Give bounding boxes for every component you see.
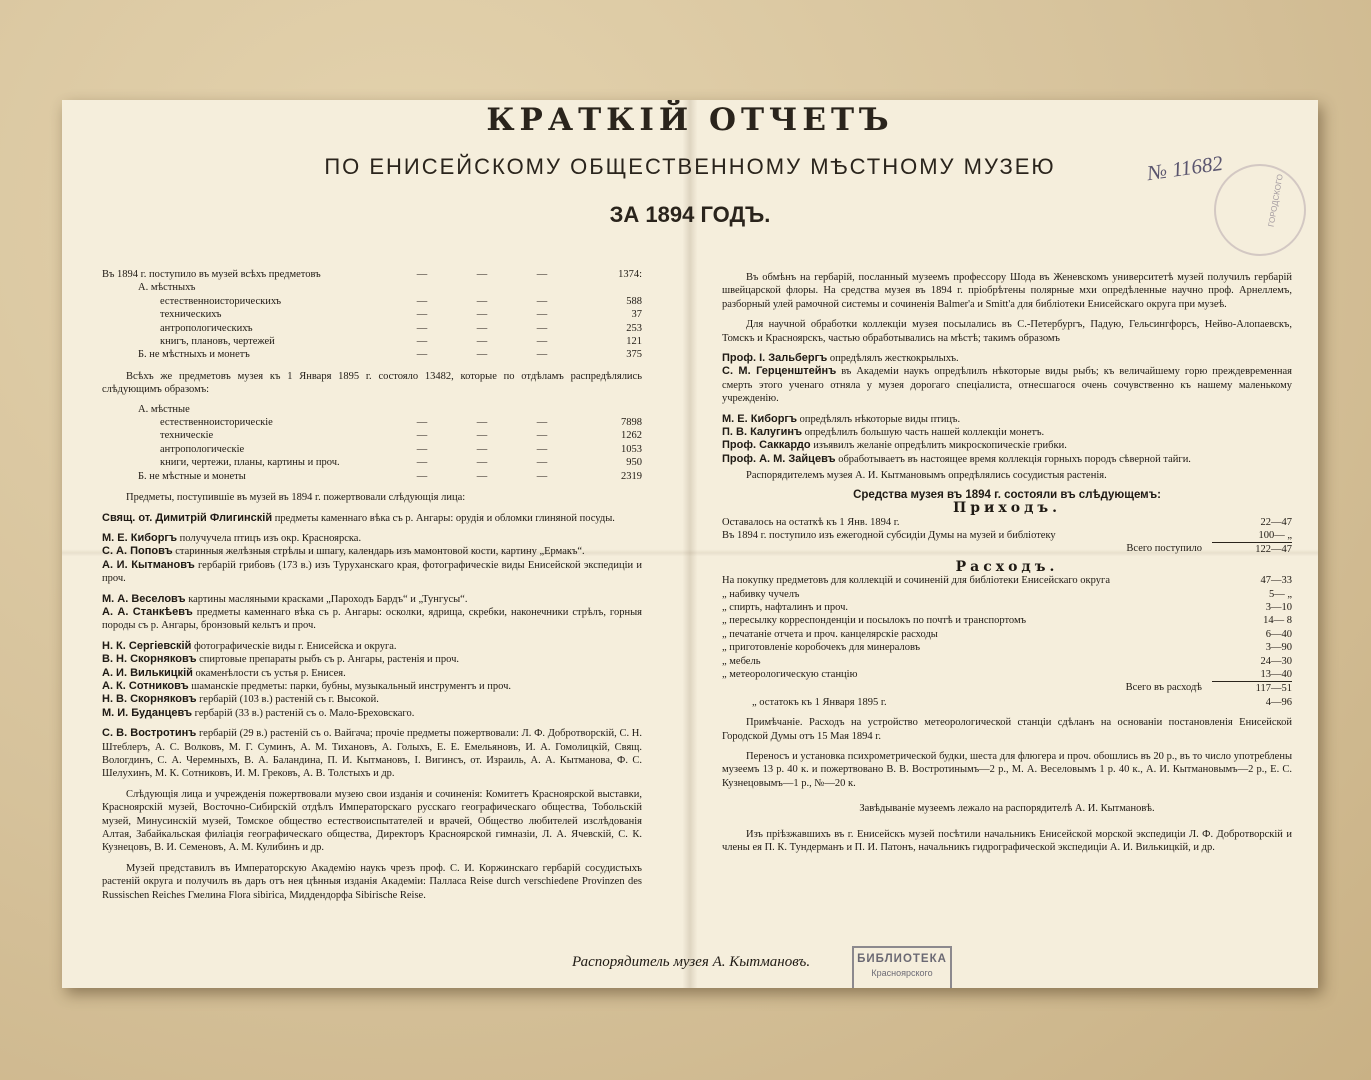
donor-entry: А. К. Сотниковъ шаманскіе предметы: парки, бубны, музыкальный инструментъ и проч. — [102, 679, 512, 692]
donor-entry: М. А. Веселовъ картины масляными красками „Пароходъ Бардъ“ и „Тунгусы“. — [102, 592, 468, 605]
scientist-entry: Проф. Саккардо изъявилъ желаніе опредѣлить микроскопическіе грибки. — [722, 439, 1067, 452]
donor-first: Свящ. от. Димитрій Флигинскій предметы каменнаго вѣка съ р. Ангары: орудія и обломки глиняной посуды. — [102, 511, 615, 524]
donor-group-3 — [102, 640, 642, 720]
scientist-entry: Проф. І. Зальбергъ опредѣлялъ жесткокрылыхъ. — [722, 352, 959, 365]
holdings-group-b: Б. не мѣстные и монеты — — — 2319 — [138, 470, 642, 482]
expense-row: „ пересылку корреспонденціи и посылокъ по почтѣ и транспортомъ 14— 8 — [722, 615, 1292, 627]
scientists-group-1 — [722, 352, 1292, 406]
inventory-number: № 11682 — [1145, 150, 1225, 186]
scientist-entry: С. М. Герценштейнъ въ Академіи наукъ опредѣлилъ нѣкоторые виды рыбъ; къ величайшему горю преждевременная смерть этого ученаго отняла у музея дорогаго спеціалиста, отнесшагося очень сочувственно къ нашему маленькому учрежденію. — [722, 365, 1292, 405]
donor-entry: М. Е. Киборгъ получучела птицъ изъ окр. Красноярска. — [102, 531, 362, 544]
document-subtitle: ПО ЕНИСЕЙСКОМУ ОБЩЕСТВЕННОМУ МѢСТНОМУ МУЗЕЮ — [324, 154, 1056, 179]
scientists-group-2 — [722, 413, 1292, 467]
expense-title: Расходъ. — [955, 558, 1059, 575]
signature: Распорядитель музея А. Кытмановъ. — [572, 954, 811, 970]
transfer-paragraph: Переносъ и установка психрометрической будки, шеста для флюгера и проч. обошлись въ 20 р., въ то число употреблены музеемъ 13 р. 40 к. и пожертвовано В. В. Востротинымъ—2 р., М. А. Веселовымъ 1 р. 40 к., А. И. Кытмановымъ—2 р., Е. С. Кузнецовымъ—1 р., №—20 к. — [722, 751, 1292, 789]
received-row: естественноисторическихъ — — — 588 — [160, 295, 642, 307]
document-title: КРАТКІЙ ОТЧЕТЪ — [486, 102, 894, 138]
donor-entry: С. А. Поповъ старинныя желѣзныя стрѣлы и шпагу, календарь изъ мамонтовой кости, картину „Ермакъ“. — [102, 545, 585, 558]
scientist-entry: Проф. А. М. Зайцевъ обработываетъ въ настоящее время коллекція горныхъ породъ сѣверной тайги. — [722, 452, 1191, 465]
holdings-group-a: А. мѣстные — [138, 403, 190, 415]
donor-group-1 — [102, 532, 642, 586]
document-year: ЗА 1894 ГОДЪ. — [609, 202, 771, 227]
academy-paragraph: Музей представилъ въ Императорскую Академію наукъ чрезъ проф. С. И. Коржинскаго гербарій сосудистыхъ растеній округа и получилъ въ даръ отъ нея цѣнныя изданія Академіи: Палласа Reise durch verschiedene Provinzen des Russischen Reiches Гмелина Flora sibirica, Миддендорфа Sibirische Reise. — [102, 862, 642, 901]
expense-row: „ печатаніе отчета и проч. канцелярскіе расходы 6—40 — [722, 628, 1292, 640]
income-title: Приходъ. — [952, 500, 1062, 517]
income-row: Оставалось на остаткѣ къ 1 Янв. 1894 г. 22—47 — [722, 516, 1292, 528]
received-row: книгъ, плановъ, чертежей — — — 121 — [160, 336, 642, 348]
expense-row: „ метеорологическую станцію 13—40 — [722, 668, 1292, 680]
document-sheet — [62, 100, 1318, 988]
donor-vostrotin: С. В. Востротинъ гербарій (29 в.) растеній съ о. Вайгача; прочіе предметы пожертвовали: Л. Ф. Добротворскій, С. Н. Штеблеръ, А. С. Волковъ, М. Г. Суминъ, А. М. Тихановъ, А. Голыхъ, Е. Е. Емельяновъ, И. А. Гомолицкій, Свящ. Вологдинъ, С. А. Черемныхъ, В. А. Баландина, П. И. Кытмановъ, І. Вигинсъ, от. Израиль, А. А. Кытманова, Ф. С. Шелухинъ, М. К. Сотниковъ, И. М. Грековъ, А. В. Толстыхъ и др. — [102, 727, 643, 780]
institutions-paragraph: Слѣдующія лица и учрежденія пожертвовали музею свои изданія и сочиненія: Комитетъ Красноярской выставки, Красноярскій музей, Восточно-Сибирскій отдѣлъ Императорскаго русскаго географическаго общества, Тобольскій музей, Минусинскій музей, Томское общество естествоиспытателей и врачей, Общество любителей изслѣдованія Алтая, Забайкальская филіація географическаго общества, Директоръ Красноярской гимназіи, Л. А. Ячевскій, С. К. Кузнецовъ, В. И. Семеновъ, А. М. Кулибинъ и др. — [102, 788, 642, 854]
donor-entry: А. И. Кытмановъ гербарій грибовъ (173 в.) изъ Туруханскаго края, фотографическіе виды Енисейской экспедиціи и проч. — [102, 558, 642, 585]
round-stamp: ГОРОДСКОГО — [1214, 164, 1306, 256]
donor-entry: Н. В. Скорняковъ гербарій (103 в.) растеній съ г. Высокой. — [102, 693, 379, 706]
scientist-entry: П. В. Калугинъ опредѣлилъ большую часть нашей коллекціи монетъ. — [722, 426, 1045, 439]
expense-row: „ мебель 24—30 — [722, 655, 1292, 667]
library-stamp: БИБЛИОТЕКА Красноярского — [852, 946, 952, 988]
income-table — [722, 516, 1292, 543]
donor-entry: М. И. Буданцевъ гербарій (33 в.) растеній съ о. Мало-Бреховскаго. — [102, 706, 415, 719]
income-total-row: Всего поступило 122—47 — [1126, 543, 1292, 556]
expense-row: „ спирть, нафталинъ и проч. 3—10 — [722, 601, 1292, 613]
donors-intro: Предметы, поступившіе въ музей въ 1894 г. пожертвовали слѣдующія лица: — [126, 492, 466, 504]
expense-total-row: Всего въ расходѣ 117—51 — [1125, 682, 1292, 695]
scientist-entry: М. Е. Киборгъ опредѣлялъ нѣкоторые виды птицъ. — [722, 412, 961, 425]
right-column — [722, 268, 1292, 854]
received-row: техническихъ — — — 37 — [160, 309, 642, 321]
holdings-row: книги, чертежи, планы, картины и проч. — — — 950 — [160, 457, 642, 469]
funds-title: Средства музея въ 1894 г. состояли въ слѣдующемъ: — [853, 488, 1161, 501]
income-row: Въ 1894 г. поступило изъ ежегодной субсидіи Думы на музей и библіотеку 100— „ — [722, 529, 1292, 541]
expense-table — [722, 574, 1292, 681]
received-row: антропологическихъ — — — 253 — [160, 322, 642, 334]
holdings-intro: Всѣхъ же предметовъ музея къ 1 Января 1895 г. состояло 13482, которые по отдѣламъ распредѣлялись слѣдующимъ образомъ: — [102, 370, 642, 396]
received-total-row: Въ 1894 г. поступило въ музей всѣхъ предметовъ — — — 1374: — [102, 269, 642, 280]
processing-paragraph: Для научной обработки коллекціи музея посылались въ С.-Петербургъ, Падую, Гельсингфорсъ, Нейво-Алопаевскъ, Томскъ и Красноярскъ, частью обработывались на мѣстѣ; такимъ образомъ — [722, 319, 1292, 344]
note-paragraph: Примѣчаніе. Расходъ на устройство метеорологической станціи сдѣланъ на основаніи постановленія Енисейской Городской Думы отъ 15 Мая 1894 г. — [722, 717, 1292, 742]
exchange-paragraph: Въ обмѣнъ на гербарій, посланный музеемъ профессору Шода въ Женевскомъ университетѣ музей получилъ гербарій швейцарской флоры. На средства музея въ 1894 г. пріобрѣтены полярные мхи опредѣленные научно проф. Арнеллемъ, разборный улей рамочной системы и сочиненія Balmer'а и Smitt'а для библіотеки Енисейскаго округа при музеѣ. — [722, 272, 1292, 310]
holdings-row: техническіе — — — 1262 — [160, 430, 642, 442]
donor-entry: А. А. Станкѣевъ предметы каменнаго вѣка съ р. Ангары: осколки, ядрища, скребки, наконечники стрѣлъ, горныя породы съ р. Ангары, бронзовый кельтъ и проч. — [102, 605, 642, 632]
expense-row: „ приготовленіе коробочекъ для минераловъ 3—90 — [722, 642, 1292, 654]
visitors-paragraph: Изъ пріѣзжавшихъ въ г. Енисейскъ музей посѣтили начальникъ Енисейской морской экспедиціи Л. Ф. Добротворскій и члены ея П. К. Тундерманъ и П. И. Патонъ, начальникъ гидрографической экспедиціи А. И. Вилькицкій, и др. — [722, 828, 1292, 854]
manager-line: Распорядителемъ музея А. И. Кытмановымъ опредѣлялись сосудистыя растенія. — [746, 470, 1107, 482]
received-table — [102, 295, 642, 349]
holdings-row: естественноисторическіе — — — 7898 — [160, 417, 642, 429]
expense-row: „ набивку чучелъ 5— „ — [722, 588, 1292, 600]
donor-entry: А. И. Вилькицкій окаменѣлости съ устья р. Енисея. — [102, 666, 346, 679]
holdings-table — [102, 416, 642, 470]
management-line: Завѣдываніе музеемъ лежало на распорядителѣ А. И. Кытмановѣ. — [859, 803, 1155, 815]
received-group-a: А. мѣстныхъ — [138, 282, 196, 294]
left-column — [102, 268, 642, 902]
balance-row: „ остатокъ къ 1 Января 1895 г. 4—96 — [752, 696, 1292, 708]
received-group-b: Б. не мѣстныхъ и монетъ — — — 375 — [138, 349, 642, 361]
holdings-row: антропологическіе — — — 1053 — [160, 443, 642, 455]
donor-entry: Н. К. Сергіевскій фотографическіе виды г. Енисейска и округа. — [102, 639, 397, 652]
donor-group-2 — [102, 593, 642, 633]
donor-entry: В. Н. Скорняковъ спиртовые препараты рыбъ съ р. Ангары, растенія и проч. — [102, 653, 460, 666]
expense-row: На покупку предметовъ для коллекцій и сочиненій для библіотеки Енисейскаго округа 47—33 — [722, 575, 1292, 587]
